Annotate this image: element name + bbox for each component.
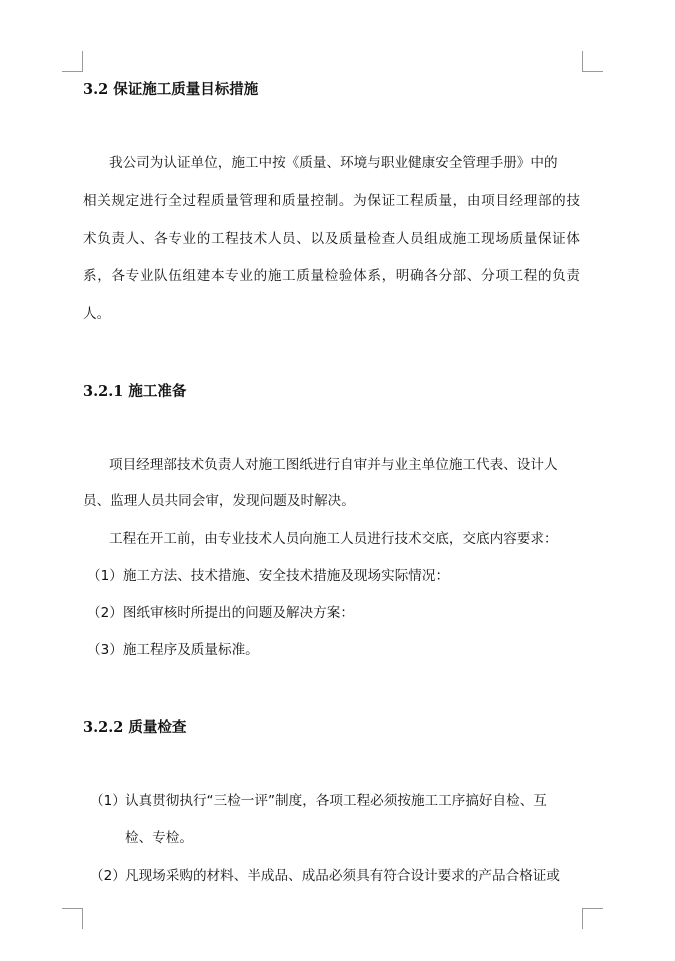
- subsection-heading-preparation: 3.2.1 施工准备: [83, 383, 187, 400]
- preparation-para-2: 工程在开工前，由专业技术人员向施工人员进行技术交底，交底内容要求：: [109, 531, 558, 547]
- page-corner-mark-top-left: [62, 51, 83, 72]
- quality-item-1-number: （1）: [90, 793, 126, 809]
- page-corner-mark-top-right: [582, 51, 603, 72]
- intro-line-4: 系，各专业队伍组建本专业的施工质量检验体系，明确各分部、分项工程的负责: [83, 268, 580, 284]
- intro-line-2: 相关规定进行全过程质量管理和质量控制。为保证工程质量，由项目经理部的技: [83, 193, 580, 209]
- page-corner-mark-bottom-right: [582, 908, 603, 929]
- subsection-heading-quality-check: 3.2.2 质量检查: [83, 719, 187, 736]
- intro-line-1: 我公司为认证单位，施工中按《质量、环境与职业健康安全管理手册》中的: [109, 155, 558, 171]
- intro-line-3: 术负责人、各专业的工程技术人员、以及质量检查人员组成施工现场质量保证体: [83, 231, 580, 247]
- preparation-line-2: 员、监理人员共同会审，发现问题及时解决。: [83, 493, 355, 509]
- quality-item-1-line-1: 认真贯彻执行“三检一评”制度，各项工程必须按施工工序搞好自检、互: [125, 793, 547, 809]
- quality-item-2-line-1: 凡现场采购的材料、半成品、成品必须具有符合设计要求的产品合格证或: [125, 868, 560, 884]
- section-heading: 3.2 保证施工质量目标措施: [83, 81, 259, 98]
- preparation-line-1: 项目经理部技术负责人对施工图纸进行自审并与业主单位施工代表、设计人: [109, 457, 558, 473]
- preparation-item-3: （3）施工程序及质量标准。: [87, 642, 259, 658]
- page-corner-mark-bottom-left: [62, 908, 83, 929]
- preparation-item-2: （2）图纸审核时所提出的问题及解决方案：: [87, 605, 354, 621]
- quality-item-2-number: （2）: [90, 868, 126, 884]
- intro-line-5: 人。: [83, 306, 111, 322]
- quality-item-1-line-2: 检、专检。: [125, 830, 193, 846]
- preparation-item-1: （1）施工方法、技术措施、安全技术措施及现场实际情况：: [87, 568, 450, 584]
